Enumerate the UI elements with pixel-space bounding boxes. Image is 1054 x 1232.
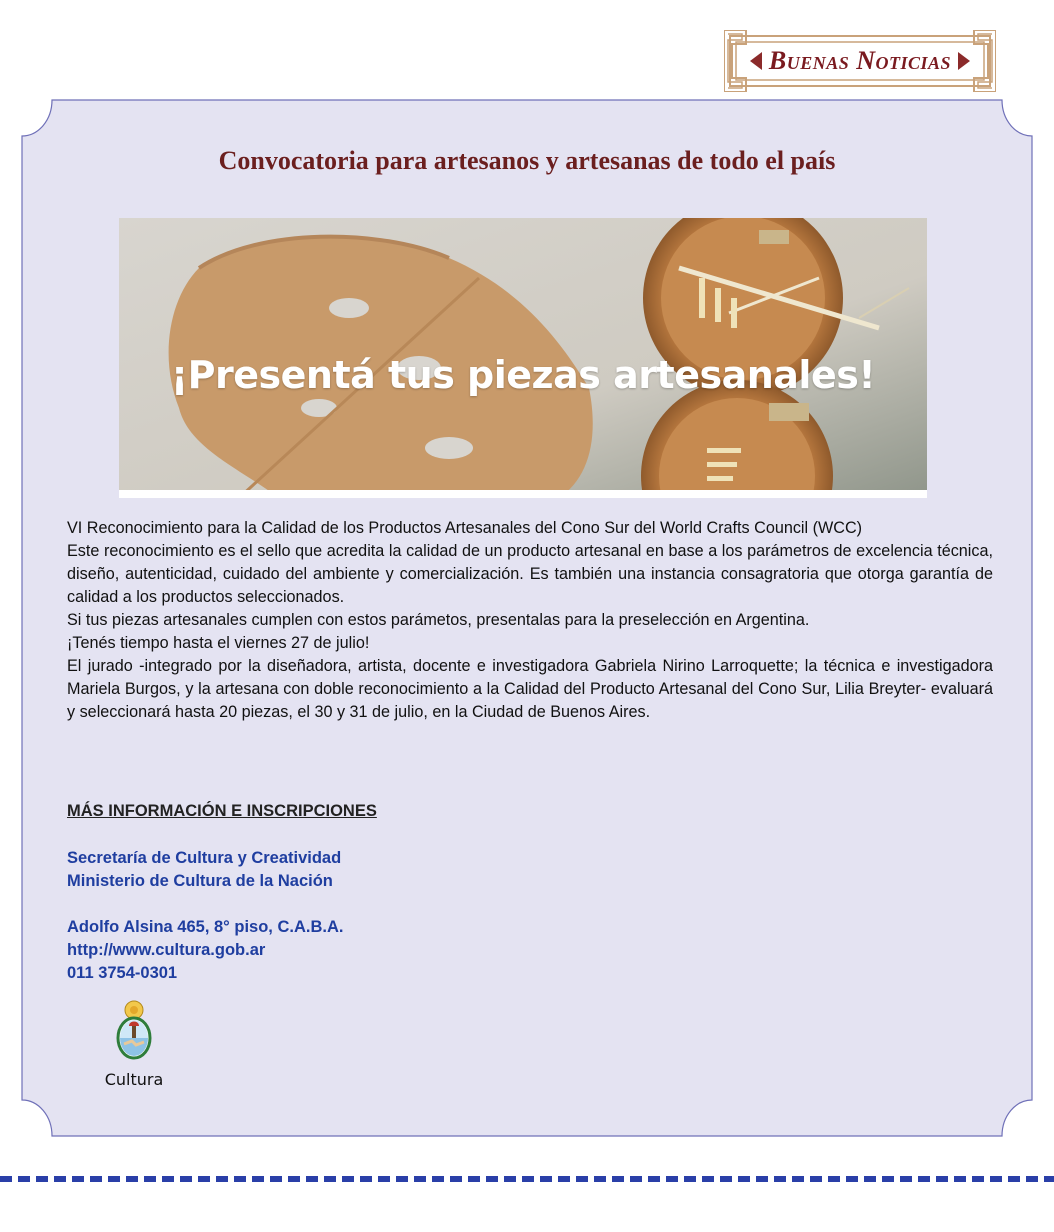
- paragraph: VI Reconocimiento para la Calidad de los Productos Artesanales del Cono Sur del World Crafts Council (WCC): [67, 519, 863, 537]
- paragraph: Si tus piezas artesanales cumplen con estos parámetos, presentalas para la preselección en Argentina.: [67, 611, 810, 629]
- paragraph: Este reconocimiento es el sello que acredita la calidad de un producto artesanal en base a los parámetros de excelencia técnica, diseño, autenticidad, cuidado del ambiente y comercialización. Es también una instancia consagratoria que otorga garantía de calidad a los productos seleccionados.: [67, 542, 993, 606]
- paragraph: ¡Tenés tiempo hasta el viernes 27 de julio!: [67, 634, 370, 652]
- more-info-heading: MÁS INFORMACIÓN E INSCRIPCIONES: [67, 802, 377, 820]
- article-title: Convocatoria para artesanos y artesanas de todo el país: [218, 146, 836, 175]
- badge-title: Buenas Noticias: [768, 46, 952, 75]
- hero-caption: ¡Presentá tus piezas artesanales!: [170, 353, 876, 397]
- hero-image: [119, 218, 927, 498]
- address: Adolfo Alsina 465, 8° piso, C.A.B.A.: [67, 918, 344, 936]
- dashed-divider: [0, 1176, 1054, 1182]
- org-line: Ministerio de Cultura de la Nación: [67, 872, 333, 890]
- org-block: [67, 847, 341, 893]
- article-body: [67, 517, 993, 724]
- website-link[interactable]: http://www.cultura.gob.ar: [67, 941, 266, 959]
- contact-block: [67, 916, 343, 985]
- logo-label: Cultura: [104, 1070, 164, 1089]
- org-line: Secretaría de Cultura y Creatividad: [67, 849, 342, 867]
- paragraph: El jurado -integrado por la diseñadora, artista, docente e investigadora Gabriela Nirino Larroquette; la técnica e investigadora Mariela Burgos, y la artesana con doble reconocimiento a la Calidad del Producto Artesanal del Cono Sur, Lilia Breyter- evaluará y seleccionará hasta 20 piezas, el 30 y 31 de julio, en la Ciudad de Buenos Aires.: [67, 657, 993, 721]
- argentina-coat-of-arms-icon: [112, 998, 156, 1062]
- hero-divider: [119, 490, 927, 498]
- phone: 011 3754-0301: [67, 964, 178, 982]
